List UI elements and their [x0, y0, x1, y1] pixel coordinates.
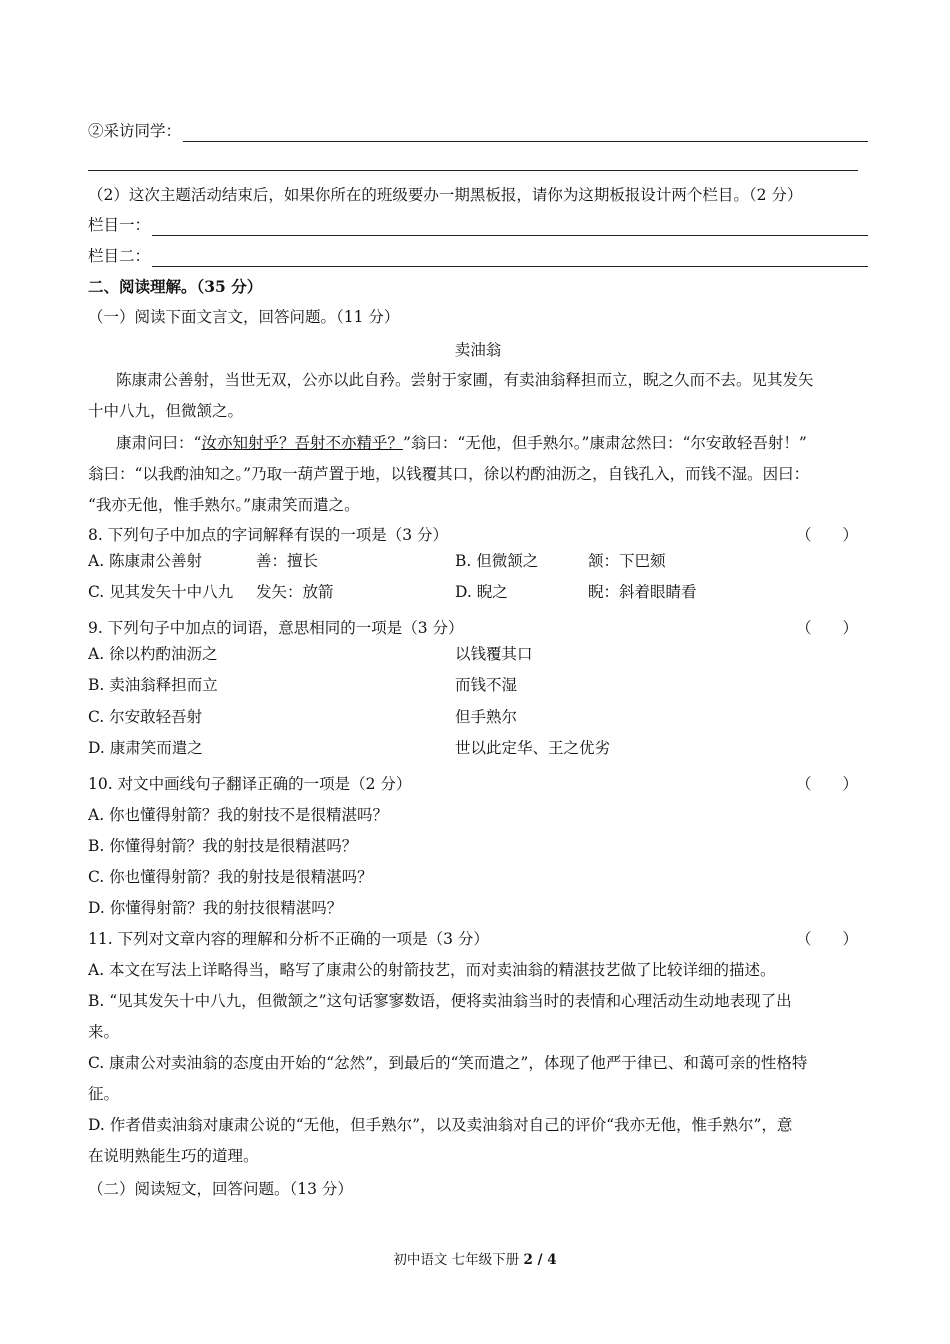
- section-title: 二、阅读理解。（35 分）: [88, 277, 263, 296]
- option-b: B. 但微颔之: [455, 552, 539, 570]
- option-d: D. 睨之: [455, 583, 508, 601]
- option-c: C. 尔安敢轻吾射: [88, 708, 203, 726]
- option-b: 来。: [88, 1023, 120, 1041]
- underlined-sentence: 汝亦知射乎？吾射不亦精乎？: [201, 434, 403, 452]
- option-d: D. 你懂得射箭？我的射技很精湛吗？: [88, 899, 343, 917]
- question-8: [88, 524, 868, 546]
- question-stem: 11. 下列对文章内容的理解和分析不正确的一项是（3 分）: [88, 930, 489, 948]
- option-c: C. 康肃公对卖油翁的态度由开始的“忿然”，到最后的“笑而遣之”，体现了他严于律已、和蔼可亲的性格特: [88, 1054, 808, 1072]
- passage-title: 卖油翁: [454, 341, 502, 359]
- option-c: C. 见其发矢十中八九: [88, 583, 234, 601]
- question-11: [88, 928, 868, 950]
- option-c-meaning: 发矢：放箭: [256, 583, 334, 601]
- option-b: B. 卖油翁释担而立: [88, 676, 218, 694]
- footer-text: 初中语文 七年级下册: [393, 1252, 524, 1268]
- answer-blank[interactable]: [152, 252, 868, 267]
- answer-blank[interactable]: [152, 221, 868, 236]
- option-b-meaning: 颔：下巴颏: [588, 552, 666, 570]
- question-2-prompt: （2）这次主题活动结束后，如果你所在的班级要办一期黑板报，请你为这期板报设计两个栏目。（2 分）: [88, 186, 803, 204]
- passage-paragraph-2: 翁曰：“以我酌油知之。”乃取一葫芦置于地，以钱覆其口，徐以杓酌油沥之，自钱孔入，而钱不湿。因曰：: [88, 465, 810, 483]
- option-c: C. 你也懂得射箭？我的射技是很精湛吗？: [88, 868, 373, 886]
- interview-line: [88, 120, 868, 142]
- passage-paragraph-2: “我亦无他，惟手熟尔。”康肃笑而遣之。: [88, 496, 360, 514]
- option-d: D. 康肃笑而遣之: [88, 739, 203, 757]
- passage-paragraph-1: 陈康肃公善射，当世无双，公亦以此自矜。尝射于家圃，有卖油翁释担而立，睨之久而不去。见其发矢: [116, 371, 814, 389]
- option-a-meaning: 善：擅长: [256, 552, 319, 570]
- column-one-label: 栏目一：: [88, 216, 151, 234]
- option-a: A. 徐以杓酌油沥之: [88, 645, 218, 663]
- option-d-pair: 世以此定华、王之优劣: [455, 739, 611, 757]
- question-stem: 10. 对文中画线句子翻译正确的一项是（2 分）: [88, 775, 412, 793]
- option-b-pair: 而钱不湿: [455, 676, 518, 694]
- page-footer: [0, 1248, 950, 1268]
- part-one-intro: （一）阅读下面文言文，回答问题。（11 分）: [88, 308, 400, 326]
- option-d: 在说明熟能生巧的道理。: [88, 1147, 259, 1165]
- question-stem: 8. 下列句子中加点的字词解释有误的一项是（3 分）: [88, 526, 449, 544]
- passage-paragraph-2: [116, 432, 868, 454]
- answer-parentheses[interactable]: （ ）: [795, 775, 858, 793]
- option-c: 征。: [88, 1085, 120, 1103]
- option-a-pair: 以钱覆其口: [455, 645, 533, 663]
- option-b: B. 你懂得射箭？我的射技是很精湛吗？: [88, 837, 358, 855]
- answer-parentheses[interactable]: （ ）: [795, 526, 858, 544]
- interview-label: ②采访同学：: [88, 122, 182, 140]
- option-b: B. “见其发矢十中八九，但微颔之”这句话寥寥数语，便将卖油翁当时的表情和心理活动生动地表现了出: [88, 992, 792, 1010]
- answer-blank[interactable]: [183, 127, 868, 142]
- passage-text: ”翁曰：“无他，但手熟尔。”康肃忿然曰：“尔安敢轻吾射！”: [402, 434, 807, 452]
- passage-text: 康肃问曰：“: [116, 434, 202, 452]
- option-d: D. 作者借卖油翁对康肃公说的“无他，但手熟尔”，以及卖油翁对自己的评价“我亦无他，惟手熟尔”，意: [88, 1116, 793, 1134]
- column-one-line: [88, 214, 868, 236]
- answer-blank[interactable]: [88, 170, 858, 171]
- option-a: A. 你也懂得射箭？我的射技不是很精湛吗？: [88, 806, 389, 824]
- answer-parentheses[interactable]: （ ）: [795, 930, 858, 948]
- passage-paragraph-1: 十中八九，但微颔之。: [88, 402, 244, 420]
- part-two-intro: （二）阅读短文，回答问题。（13 分）: [88, 1180, 353, 1198]
- option-c-pair: 但手熟尔: [455, 708, 518, 726]
- answer-parentheses[interactable]: （ ）: [795, 619, 858, 637]
- column-two-line: [88, 245, 868, 267]
- page-number: 2 / 4: [523, 1252, 557, 1268]
- option-d-meaning: 睨：斜着眼睛看: [588, 583, 697, 601]
- option-a: A. 本文在写法上详略得当，略写了康肃公的射箭技艺，而对卖油翁的精湛技艺做了比较详细的描述。: [88, 961, 776, 979]
- option-a: A. 陈康肃公善射: [88, 552, 203, 570]
- question-stem: 9. 下列句子中加点的词语，意思相同的一项是（3 分）: [88, 619, 464, 637]
- question-10: [88, 773, 868, 795]
- column-two-label: 栏目二：: [88, 247, 151, 265]
- question-9: [88, 617, 868, 639]
